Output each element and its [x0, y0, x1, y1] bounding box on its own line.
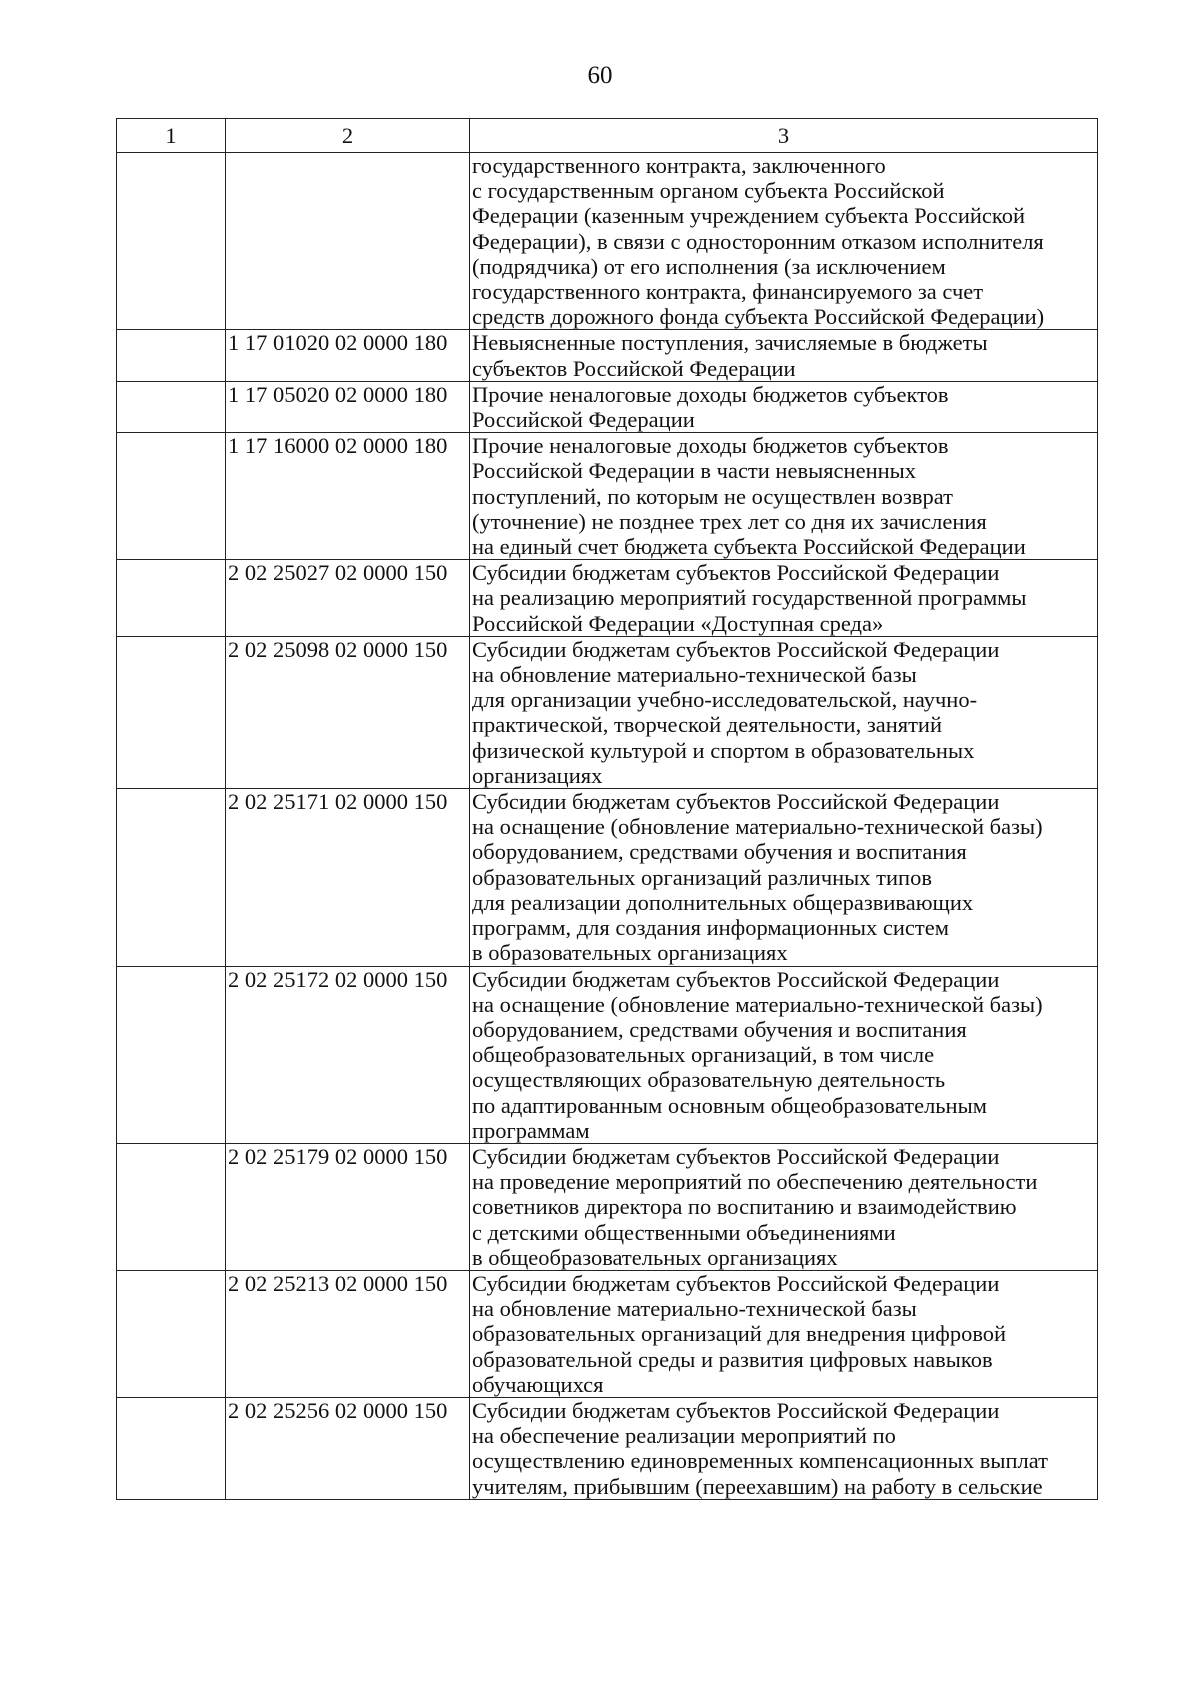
row-col1-cell — [117, 153, 226, 330]
row-code-cell: 1 17 01020 02 0000 180 — [226, 330, 470, 381]
table-row — [117, 1143, 1098, 1270]
table-row — [117, 966, 1098, 1143]
row-description-cell: Субсидии бюджетам субъектов Российской Федерации на оснащение (обновление материально-технической базы) оборудованием, средствами обучения и воспитания общеобразовательных организаций, в том числе осуществляющих образовательную деятельность по адаптированным основным общеобразовательным программам — [470, 966, 1098, 1143]
header-col-3: 3 — [470, 119, 1098, 153]
row-description-cell: государственного контракта, заключенного с государственным органом субъекта Российской Федерации (казенным учреждением субъекта Российской Федерации), в связи с односторонним отказом исполнителя (подрядчика) от его исполнения (за исключением государственного контракта, финансируемого за счет средств дорожного фонда субъекта Российской Федерации) — [470, 153, 1098, 330]
row-code-cell: 1 17 05020 02 0000 180 — [226, 381, 470, 432]
page-number: 60 — [587, 62, 613, 89]
header-col-2: 2 — [226, 119, 470, 153]
table-row — [117, 330, 1098, 381]
row-code-cell — [226, 153, 470, 330]
row-description-cell: Прочие неналоговые доходы бюджетов субъектов Российской Федерации — [470, 381, 1098, 432]
row-description-cell: Прочие неналоговые доходы бюджетов субъектов Российской Федерации в части невыясненных поступлений, по которым не осуществлен возврат (уточнение) не позднее трех лет со дня их зачисления на единый счет бюджета субъекта Российской Федерации — [470, 433, 1098, 560]
row-description-cell: Субсидии бюджетам субъектов Российской Федерации на обновление материально-технической базы образовательных организаций для внедрения цифровой образовательной среды и развития цифровых навыков обучающихся — [470, 1270, 1098, 1397]
table-body — [117, 119, 1098, 1500]
row-code-cell: 2 02 25256 02 0000 150 — [226, 1397, 470, 1499]
row-col1-cell — [117, 966, 226, 1143]
table-row — [117, 1270, 1098, 1397]
row-code-cell: 2 02 25171 02 0000 150 — [226, 789, 470, 966]
budget-codes-table — [116, 118, 1098, 1500]
row-code-cell: 1 17 16000 02 0000 180 — [226, 433, 470, 560]
row-description-cell: Субсидии бюджетам субъектов Российской Федерации на реализацию мероприятий государственной программы Российской Федерации «Доступная среда» — [470, 560, 1098, 637]
row-col1-cell — [117, 560, 226, 637]
row-col1-cell — [117, 381, 226, 432]
row-col1-cell — [117, 789, 226, 966]
row-code-cell: 2 02 25098 02 0000 150 — [226, 636, 470, 788]
row-description-cell: Субсидии бюджетам субъектов Российской Федерации на обновление материально-технической базы для организации учебно-исследовательской, научно- практической, творческой деятельности, занятий физической культурой и спортом в образовательных организациях — [470, 636, 1098, 788]
row-description-cell: Субсидии бюджетам субъектов Российской Федерации на обеспечение реализации мероприятий по осуществлению единовременных компенсационных выплат учителям, прибывшим (переехавшим) на работу в сельские — [470, 1397, 1098, 1499]
table-header-row — [117, 119, 1098, 153]
header-col-1: 1 — [117, 119, 226, 153]
row-code-cell: 2 02 25213 02 0000 150 — [226, 1270, 470, 1397]
table-row — [117, 560, 1098, 637]
table-row — [117, 1397, 1098, 1499]
table-row — [117, 636, 1098, 788]
table-row — [117, 789, 1098, 966]
table-row — [117, 153, 1098, 330]
row-code-cell: 2 02 25172 02 0000 150 — [226, 966, 470, 1143]
row-code-cell: 2 02 25179 02 0000 150 — [226, 1143, 470, 1270]
table-row — [117, 381, 1098, 432]
row-col1-cell — [117, 330, 226, 381]
row-col1-cell — [117, 1270, 226, 1397]
row-description-cell: Субсидии бюджетам субъектов Российской Федерации на оснащение (обновление материально-технической базы) оборудованием, средствами обучения и воспитания образовательных организаций различных типов для реализации дополнительных общеразвивающих программ, для создания информационных систем в образовательных организациях — [470, 789, 1098, 966]
row-col1-cell — [117, 636, 226, 788]
row-col1-cell — [117, 1143, 226, 1270]
row-col1-cell — [117, 1397, 226, 1499]
row-description-cell: Невыясненные поступления, зачисляемые в бюджеты субъектов Российской Федерации — [470, 330, 1098, 381]
table-row — [117, 433, 1098, 560]
row-col1-cell — [117, 433, 226, 560]
row-description-cell: Субсидии бюджетам субъектов Российской Федерации на проведение мероприятий по обеспечению деятельности советников директора по воспитанию и взаимодействию с детскими общественными объединениями в общеобразовательных организациях — [470, 1143, 1098, 1270]
row-code-cell: 2 02 25027 02 0000 150 — [226, 560, 470, 637]
